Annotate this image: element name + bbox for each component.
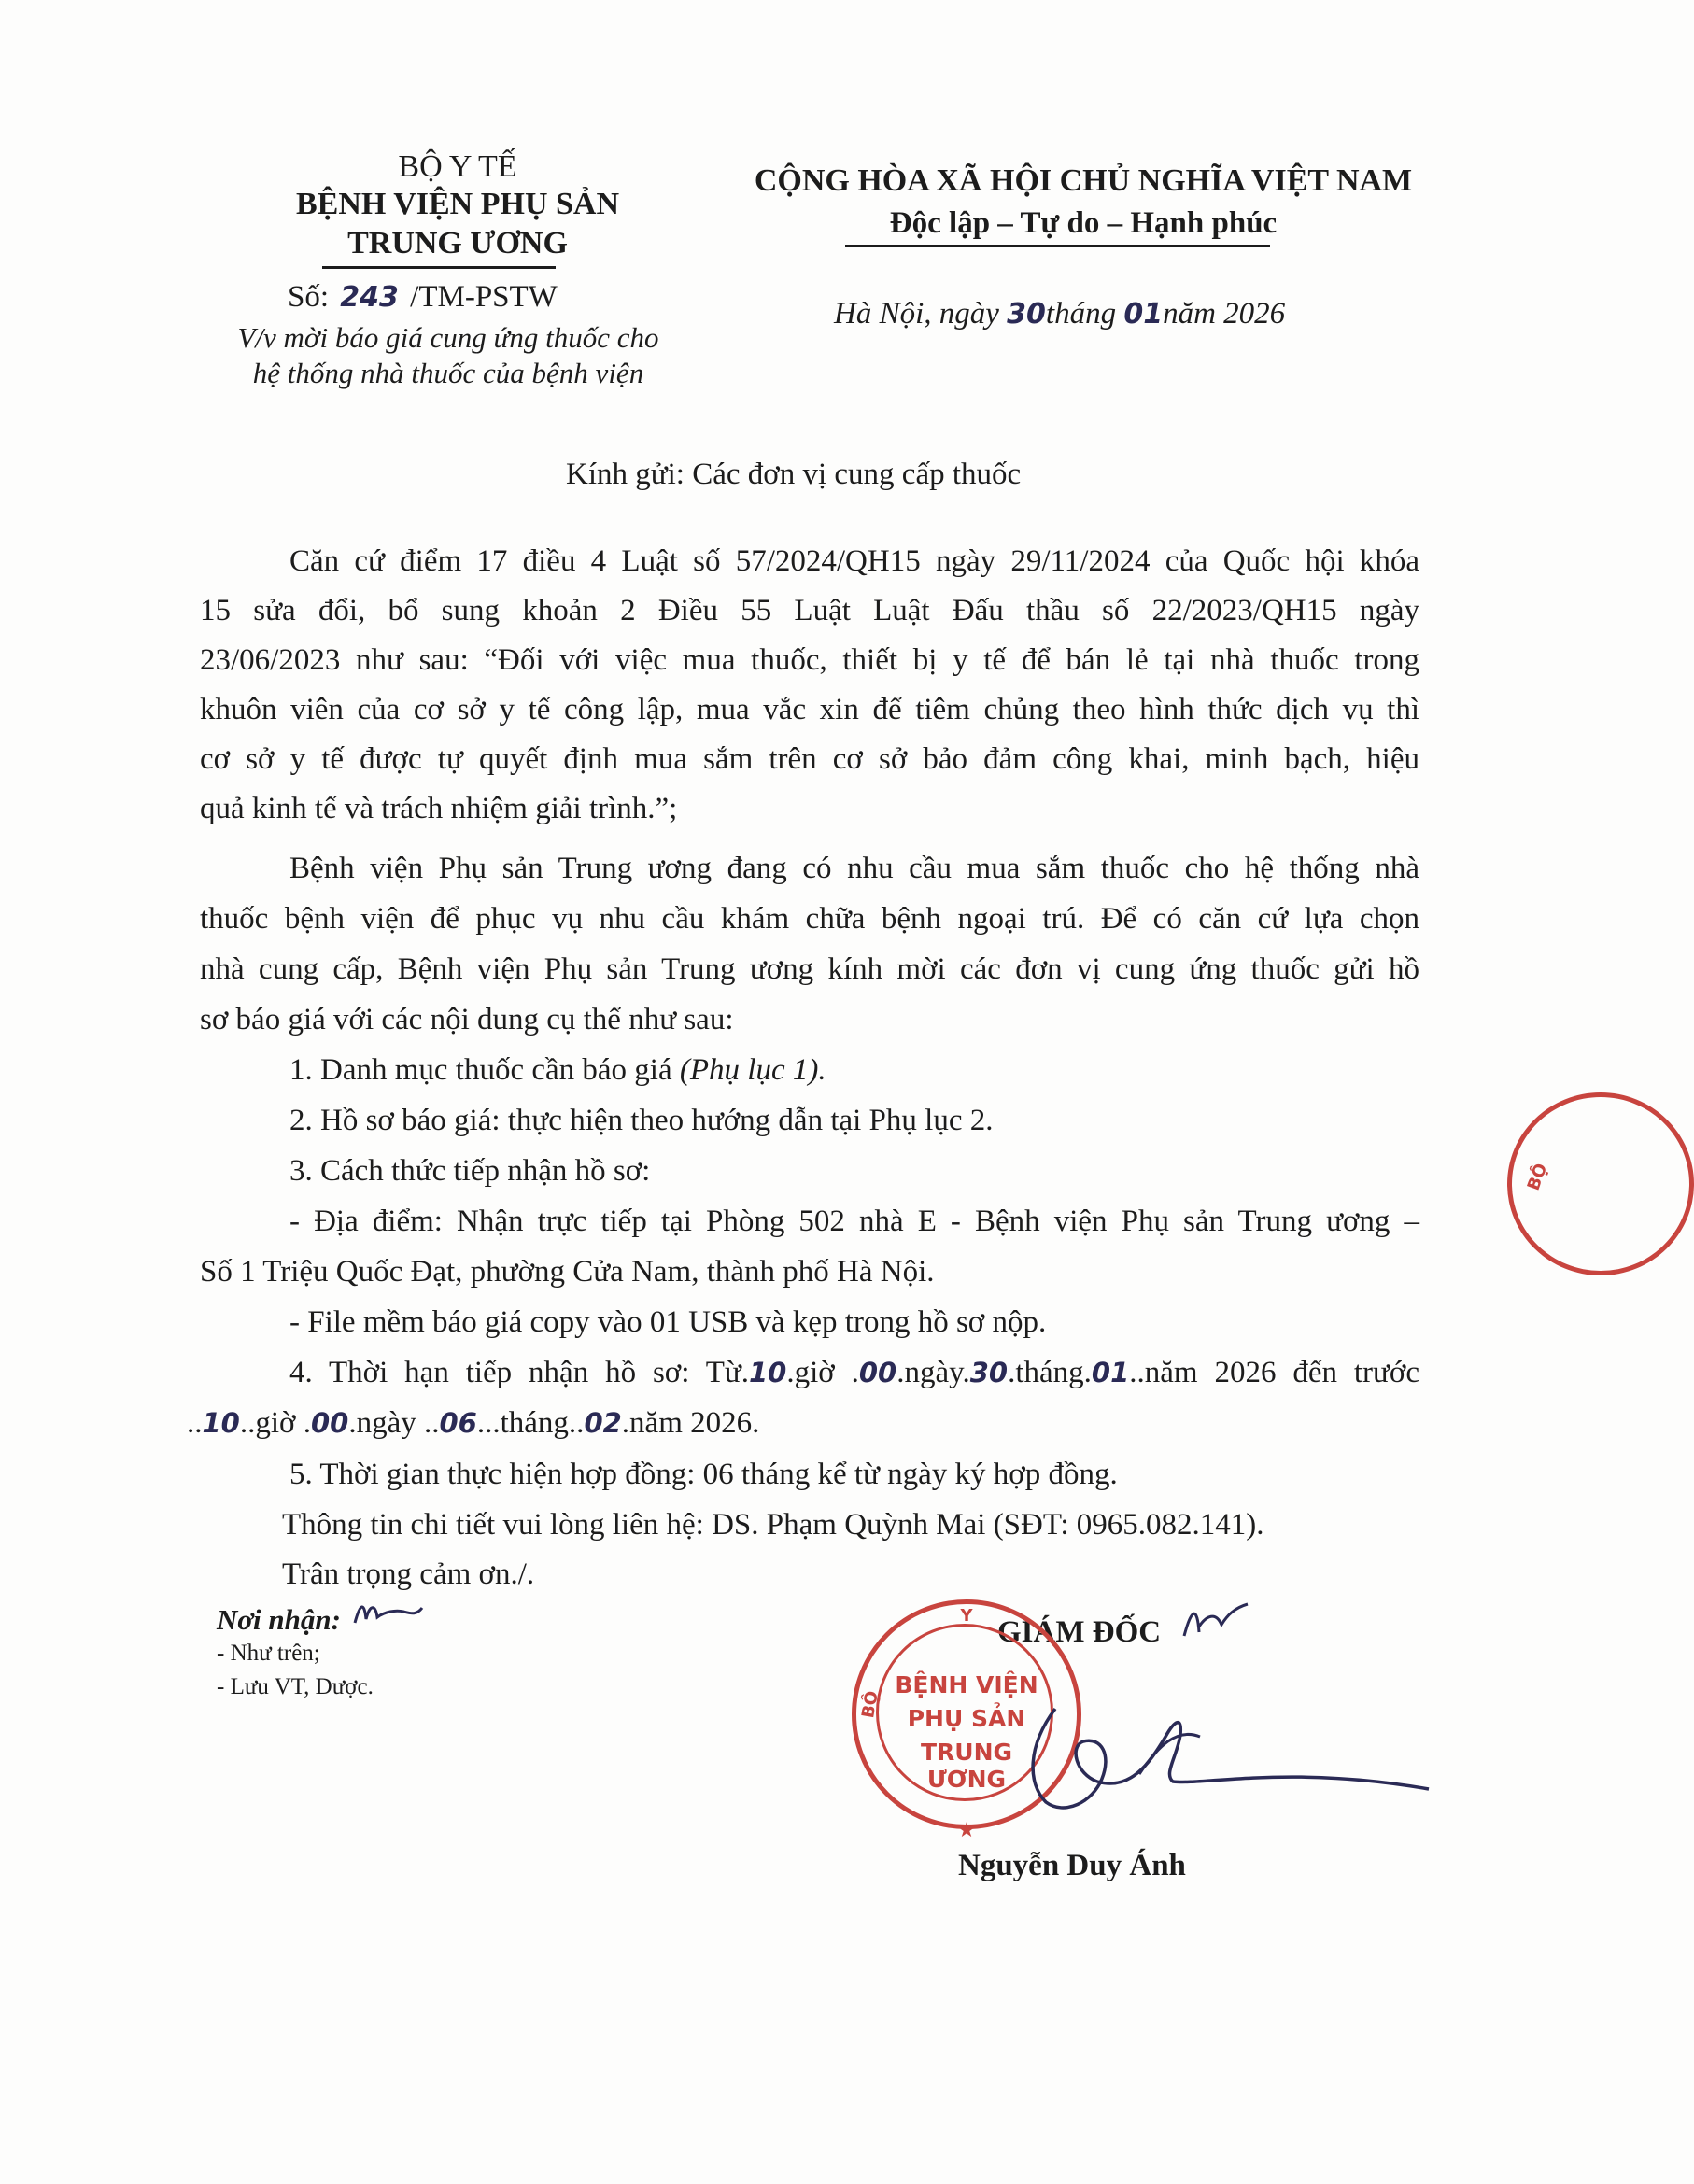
date-month: 01 (1123, 298, 1164, 331)
paragraph2-line4: sơ báo giá với các nội dung cụ thể như sau: (200, 1003, 734, 1036)
motto-underline (845, 245, 1270, 247)
seal-line2: PHỤ SẢN (907, 1705, 1026, 1732)
paragraph1-line6: quả kinh tế và trách nhiệm giải trình.”; (200, 792, 678, 825)
item4-month1: 01 (1091, 1357, 1130, 1388)
hospital-name-line1: BỆNH VIỆN PHỤ SẢN (295, 187, 620, 221)
item3-location-line1: - Địa điểm: Nhận trực tiếp tại Phòng 502 nhà E - Bệnh viện Phụ sản Trung ương – (289, 1205, 1419, 1238)
item4-line2 (187, 1406, 759, 1441)
item4-month1-label: .tháng. (1008, 1356, 1092, 1389)
hospital-name-line2: TRUNG ƯƠNG (347, 226, 568, 261)
item4-minute2: 00 (310, 1407, 349, 1439)
item4-tail2: .năm 2026. (621, 1406, 760, 1440)
national-motto: Độc lập – Tự do – Hạnh phúc (889, 206, 1278, 240)
recipient-item-2: - Lưu VT, Dược. (217, 1674, 374, 1699)
item4-lead2: .. (187, 1406, 203, 1440)
seal-line3: TRUNG ƯƠNG (920, 1739, 1013, 1793)
edge-seal-fragment (1507, 1092, 1552, 1279)
item5: 5. Thời gian thực hiện hợp đồng: 06 tháng kể từ ngày ký hợp đồng. (289, 1458, 1118, 1491)
paragraph1-line3: 23/06/2023 như sau: “Đối với việc mua thuốc, thiết bị y tế để bán lẻ tại nhà thuốc trong (200, 643, 1419, 677)
date-day: 30 (1007, 298, 1046, 331)
item4-hour1-label: .giờ . (786, 1356, 859, 1389)
item3-location-line2: Số 1 Triệu Quốc Đạt, phường Cửa Nam, thành phố Hà Nội. (200, 1255, 935, 1289)
date-month-label: tháng (1045, 297, 1117, 331)
seal-line1: BỆNH VIỆN (895, 1671, 1038, 1698)
seal-rim-left: BỘ (858, 1689, 882, 1720)
paragraph2-line3: nhà cung cấp, Bệnh viện Phụ sản Trung ương kính mời các đơn vị cung ứng thuốc gửi hồ (200, 952, 1419, 986)
item1-appendix-ref: (Phụ lục 1). (679, 1053, 826, 1087)
number-suffix: /TM-PSTW (410, 280, 558, 314)
contact-line: Thông tin chi tiết vui lòng liên hệ: DS. Phạm Quỳnh Mai (SĐT: 0965.082.141). (282, 1508, 1264, 1542)
director-signature (990, 1671, 1438, 1821)
date-place: Hà Nội, ngày (834, 297, 999, 331)
seal-star-icon: ★ (957, 1819, 976, 1842)
item4-day2-label: .ngày .. (348, 1406, 440, 1440)
subject-line1: V/v mời báo giá cung ứng thuốc cho (237, 321, 659, 354)
thanks-line: Trân trọng cảm ơn./. (282, 1557, 535, 1591)
paragraph1-line5: cơ sở y tế được tự quyết định mua sắm trên cơ sở bảo đảm công khai, minh bạch, hiệu (200, 742, 1419, 776)
item3: 3. Cách thức tiếp nhận hồ sơ: (289, 1154, 651, 1188)
item4-tail1: ..năm 2026 đến trước (1129, 1356, 1419, 1389)
item4-month2-label: ...tháng.. (476, 1406, 585, 1440)
item4-hour2: 10 (202, 1407, 240, 1439)
item4-day1-label: .ngày. (896, 1356, 970, 1389)
item1-text: 1. Danh mục thuốc cần báo giá (289, 1053, 672, 1087)
number-prefix: Số: (288, 280, 330, 314)
recipient-item-1: - Như trên; (217, 1641, 320, 1666)
country-name: CỘNG HÒA XÃ HỘI CHỦ NGHĨA VIỆT NAM (754, 163, 1413, 198)
subject-line2: hệ thống nhà thuốc của bệnh viện (252, 357, 644, 389)
item4-hour1: 10 (748, 1357, 787, 1388)
document-date (834, 297, 1285, 331)
seal-rim-top: Y (960, 1606, 973, 1626)
edge-seal-text: BỘ (1523, 1161, 1552, 1193)
document-number (288, 280, 558, 315)
number-handwritten: 243 (340, 281, 399, 314)
hospital-name-underline (322, 266, 556, 269)
item3-file: - File mềm báo giá copy vào 01 USB và kẹp trong hồ sơ nộp. (289, 1305, 1047, 1339)
date-year-label: năm 2026 (1163, 297, 1286, 331)
item4-day2: 06 (439, 1407, 477, 1439)
item1 (289, 1053, 826, 1088)
recipients-initials-scribble (351, 1595, 426, 1632)
item4-minute1: 00 (858, 1357, 897, 1388)
item4-month2: 02 (584, 1407, 622, 1439)
signatory-title: GIÁM ĐỐC (997, 1615, 1162, 1649)
paragraph1-line1: Căn cứ điểm 17 điều 4 Luật số 57/2024/QH15 ngày 29/11/2024 của Quốc hội khóa (289, 544, 1419, 578)
item4-line1 (289, 1356, 1419, 1390)
paragraph2-line2: thuốc bệnh viện để phục vụ nhu cầu khám chữa bệnh ngoại trú. Để có căn cứ lựa chọn (200, 902, 1419, 936)
title-initials-scribble (1179, 1599, 1253, 1645)
item4-day1: 30 (969, 1357, 1009, 1388)
signatory-name: Nguyễn Duy Ánh (958, 1849, 1186, 1882)
item4-hour2-label: ..giờ . (239, 1406, 311, 1440)
recipient-line: Kính gửi: Các đơn vị cung cấp thuốc (566, 458, 1022, 491)
paragraph1-line2: 15 sửa đổi, bổ sung khoản 2 Điều 55 Luật Luật Đấu thầu số 22/2023/QH15 ngày (200, 594, 1419, 627)
item4-prefix: 4. Thời hạn tiếp nhận hồ sơ: Từ. (289, 1356, 749, 1389)
ministry-name: BỘ Y TẾ (398, 149, 517, 184)
paragraph1-line4: khuôn viên của cơ sở y tế công lập, mua vắc xin để tiêm chủng theo hình thức dịch vụ thì (200, 693, 1419, 726)
paragraph2-line1: Bệnh viện Phụ sản Trung ương đang có nhu cầu mua sắm thuốc cho hệ thống nhà (289, 852, 1419, 885)
item2: 2. Hồ sơ báo giá: thực hiện theo hướng dẫn tại Phụ lục 2. (289, 1104, 994, 1137)
recipients-label: Nơi nhận: (217, 1603, 341, 1636)
